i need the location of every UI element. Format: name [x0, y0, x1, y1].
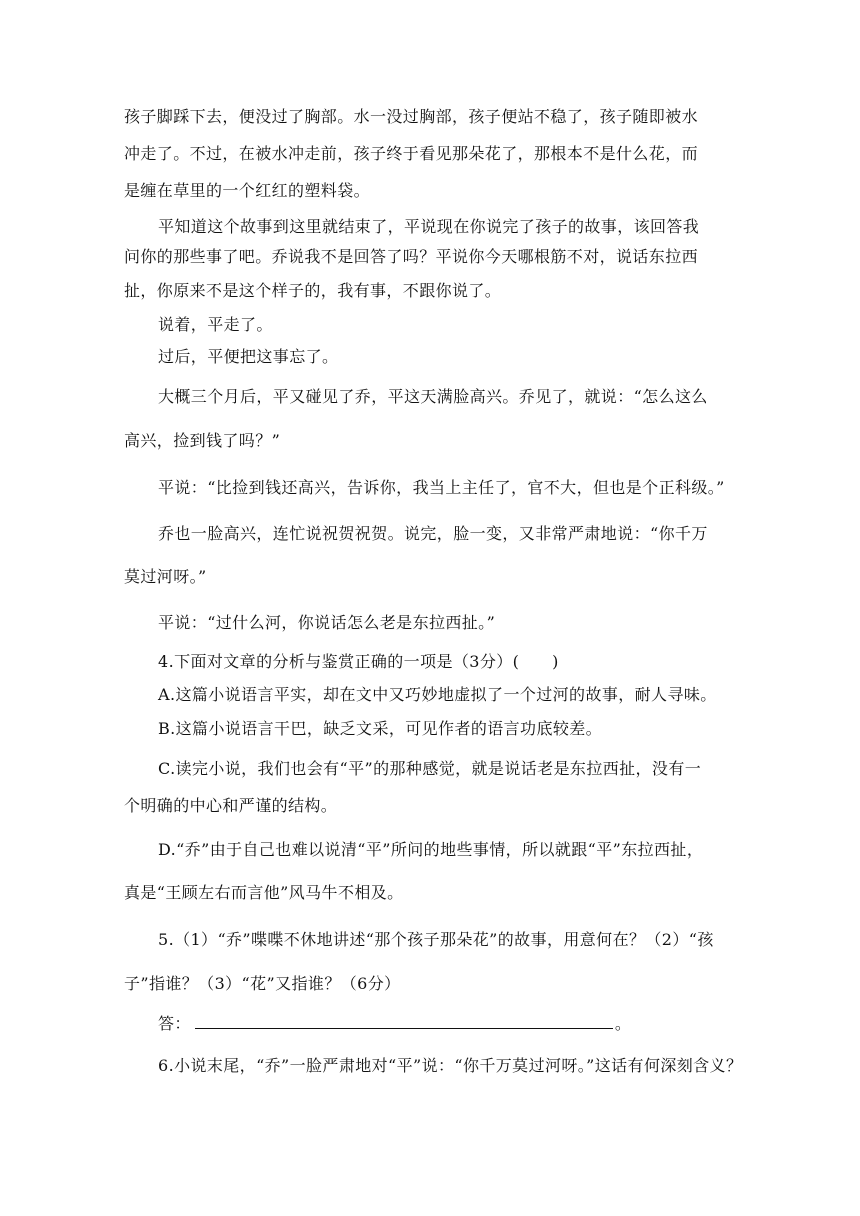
story-line: 过后，平便把这事忘了。	[158, 347, 339, 366]
story-line: 莫过河呀。”	[124, 567, 207, 586]
answer-end-punct: 。	[614, 1014, 632, 1033]
question-5-stem: 5.（1）“乔”喋喋不休地讲述“那个孩子那朵花”的故事，用意何在？（2）“孩	[158, 930, 714, 949]
story-line: 是缠在草里的一个红红的塑料袋。	[124, 181, 371, 200]
question-4-option-c-cont: 个明确的中心和严谨的结构。	[124, 796, 338, 815]
question-4-option-d-cont: 真是“王顾左右而言他”风马牛不相及。	[124, 883, 404, 902]
question-6-stem: 6.小说末尾，“乔”一脸严肃地对“平”说：“你千万莫过河呀。”这话有何深刻含义？	[158, 1056, 743, 1075]
story-line: 大概三个月后，平又碰见了乔，平这天满脸高兴。乔见了，就说：“怎么这么	[158, 387, 708, 406]
story-line: 问你的那些事了吧。乔说我不是回答了吗？平说你今天哪根筋不对，说话东拉西	[124, 247, 699, 266]
story-line: 说着，平走了。	[158, 315, 273, 334]
question-5-answer-row	[158, 1013, 631, 1035]
question-4-option-d: D.“乔”由于自己也难以说清“平”所问的地些事情，所以就跟“平”东拉西扯，	[158, 840, 704, 859]
question-4-option-c: C.读完小说，我们也会有“平”的那种感觉，就是说话老是东拉西扯，没有一	[158, 759, 702, 778]
story-line: 平知道这个故事到这里就结束了，平说现在你说完了孩子的故事，该回答我	[158, 217, 700, 236]
story-line: 孩子脚踩下去，便没过了胸部。水一没过胸部，孩子便站不稳了，孩子随即被水	[124, 107, 699, 126]
question-4-option-a: A.这篇小说语言平实，却在文中又巧妙地虚拟了一个过河的故事，耐人寻味。	[158, 685, 717, 704]
story-line: 高兴，捡到钱了吗？”	[124, 431, 281, 450]
story-line: 乔也一脸高兴，连忙说祝贺祝贺。说完，脸一变，又非常严肃地说：“你千万	[158, 524, 708, 543]
answer-blank[interactable]	[195, 1013, 613, 1029]
question-4-stem: 4.下面对文章的分析与鉴赏正确的一项是（3分）( )	[158, 652, 559, 671]
question-5-stem-cont: 子”指谁？（3）“花”又指谁？（6分）	[124, 974, 401, 993]
story-line: 平说：“比捡到钱还高兴，告诉你，我当上主任了，官不大，但也是个正科级。”	[158, 478, 725, 497]
question-4-option-b: B.这篇小说语言干巴，缺乏文采，可见作者的语言功底较差。	[158, 719, 603, 738]
story-line: 冲走了。不过，在被水冲走前，孩子终于看见那朵花了，那根本不是什么花，而	[124, 144, 699, 163]
story-line: 扯，你原来不是这个样子的，我有事，不跟你说了。	[124, 281, 502, 300]
story-line: 平说：“过什么河，你说话怎么老是东拉西扯。”	[158, 613, 496, 632]
answer-label: 答：	[158, 1014, 191, 1033]
